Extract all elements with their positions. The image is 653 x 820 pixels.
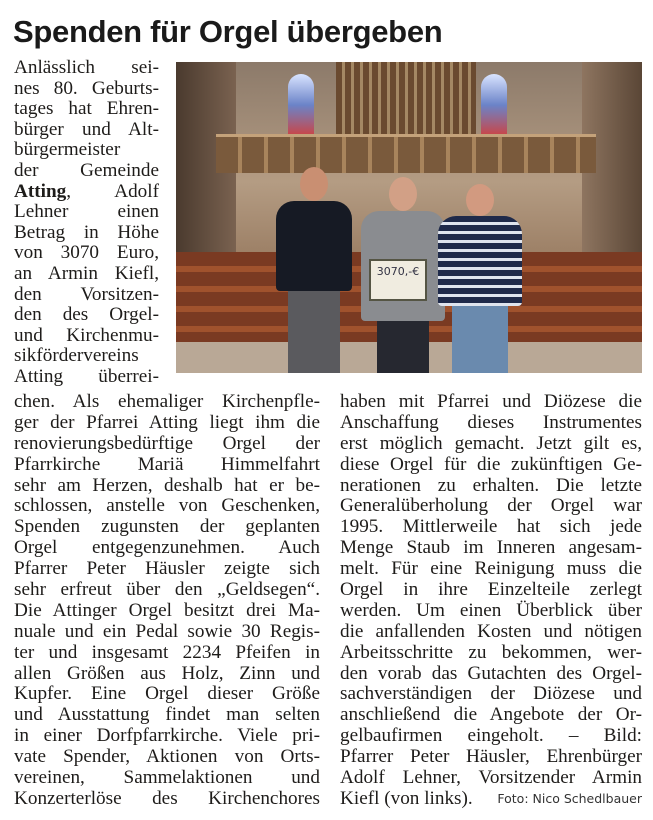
- text-line: sehr am Herzen, deshalb hat er be-: [14, 474, 320, 496]
- text-line: Atting überrei-: [14, 365, 159, 387]
- text-line: sikfördervereins: [14, 345, 139, 367]
- text-line: diese Orgel für die zukünftigen Ge-: [340, 453, 642, 475]
- text-line: tages hat Ehren-: [14, 98, 159, 120]
- text-line: Pfarrer Peter Häusler, Ehrenbürger: [340, 746, 642, 768]
- text-line: Generalüberholung der Orgel war: [340, 495, 642, 517]
- text-line: Anschaffung dieses Instrumentes: [340, 411, 642, 433]
- text-line: erst möglich gemacht. Jetzt gilt es,: [340, 432, 642, 454]
- text-line: sachverständigen der Diözese und: [340, 683, 642, 705]
- text-line: haben mit Pfarrei und Diözese die: [340, 391, 642, 412]
- text-line: ger der Pfarrei Atting liegt ihm die: [14, 411, 320, 433]
- text-line: bürger und Alt-: [14, 118, 159, 140]
- text-line: sehr erfreut über den „Geldsegen“.: [14, 579, 320, 601]
- intro-column: [14, 58, 159, 388]
- text-line: Adolf Lehner, Vorsitzender Armin: [340, 767, 642, 789]
- text-line: und Kirchenmu-: [14, 324, 159, 346]
- text-line: Spenden zugunsten der geplanten: [14, 516, 320, 538]
- text-line: in einer Dorfpfarrkirche. Viele pri-: [14, 725, 320, 747]
- text-line: Arbeitsschritte zu bekommen, wer-: [340, 641, 642, 663]
- text-line: melt. Für eine Reinigung muss die: [340, 558, 642, 580]
- sign-text: 3070,-€: [376, 265, 420, 278]
- text-line: der Gemeinde: [14, 159, 159, 181]
- text-line: Betrag in Höhe: [14, 221, 159, 243]
- text-line: und Ausstattung findet man selten: [14, 704, 320, 726]
- text-line: werden. Um einen Überblick über: [340, 599, 642, 621]
- text-line: Orgel entgegenzunehmen. Auch: [14, 537, 320, 559]
- text-line: anschließend die Angebote der Or-: [340, 704, 642, 726]
- text-line: Pfarrkirche Mariä Himmelfahrt: [14, 453, 320, 475]
- text-line: an Armin Kiefl,: [14, 262, 159, 284]
- text-line: schlossen, anstelle von Geschenken,: [14, 495, 320, 517]
- text-line: Orgel in ihre Einzelteile zerlegt: [340, 579, 642, 601]
- text-line: die anfallenden Kosten und nötigen: [340, 620, 642, 642]
- text-line: ter und insgesamt 2234 Pfeifen in: [14, 641, 320, 663]
- text-line: 1995. Mittlerweile hat sich jede: [340, 516, 642, 538]
- text-line: nes 80. Geburts-: [14, 77, 159, 99]
- text-line: nuale und ein Pedal sowie 30 Regis-: [14, 620, 320, 642]
- text-line: Pfarrer Peter Häusler zeigte sich: [14, 558, 320, 580]
- article-column-right: [340, 392, 642, 810]
- person-priest: [276, 167, 352, 373]
- text-line: renovierungsbedürftige Orgel der: [14, 432, 320, 454]
- text-line: von 3070 Euro,: [14, 242, 159, 264]
- photo-credit: Foto: Nico Schedlbauer: [497, 790, 642, 806]
- text-line: den des Orgel-: [14, 304, 159, 326]
- text-line: den vorab das Gutachten des Orgel-: [340, 662, 642, 684]
- text-line: bürgermeister: [14, 139, 121, 161]
- text-line: Anlässlich sei-: [14, 57, 159, 78]
- caption-line: [340, 789, 642, 810]
- text-fragment: , Adolf: [66, 180, 159, 202]
- text-line: nerationen zu erhalten. Die letzte: [340, 474, 642, 496]
- bold-place-name: Atting: [14, 180, 67, 202]
- donation-sign: [369, 259, 427, 301]
- text-line: Die Attinger Orgel besitzt drei Ma-: [14, 599, 320, 621]
- text-line: den Vorsitzen-: [14, 283, 159, 305]
- text-line: Kupfer. Eine Orgel dieser Größe: [14, 683, 320, 705]
- text-line: chen. Als ehemaliger Kirchenpfle-: [14, 391, 320, 412]
- text-line: [14, 182, 159, 203]
- person-chairman: [438, 184, 522, 373]
- text-line: Konzerterlöse des Kirchenchores: [14, 787, 320, 809]
- text-line: allen Größen aus Holz, Zinn und: [14, 662, 320, 684]
- caption-end: Kiefl (von links).: [340, 787, 473, 809]
- headline: Spenden für Orgel übergeben: [13, 14, 443, 49]
- text-line: vereinen, Sammelaktionen und: [14, 767, 320, 789]
- text-line: Menge Staub im Inneren angesam-: [340, 537, 642, 559]
- article-photo: [176, 62, 642, 373]
- text-line: gelbaufirmen eingeholt. – Bild:: [340, 725, 642, 747]
- article-column-left: [14, 392, 320, 810]
- text-line: vate Spender, Aktionen von Orts-: [14, 746, 320, 768]
- text-line: Lehner einen: [14, 201, 159, 223]
